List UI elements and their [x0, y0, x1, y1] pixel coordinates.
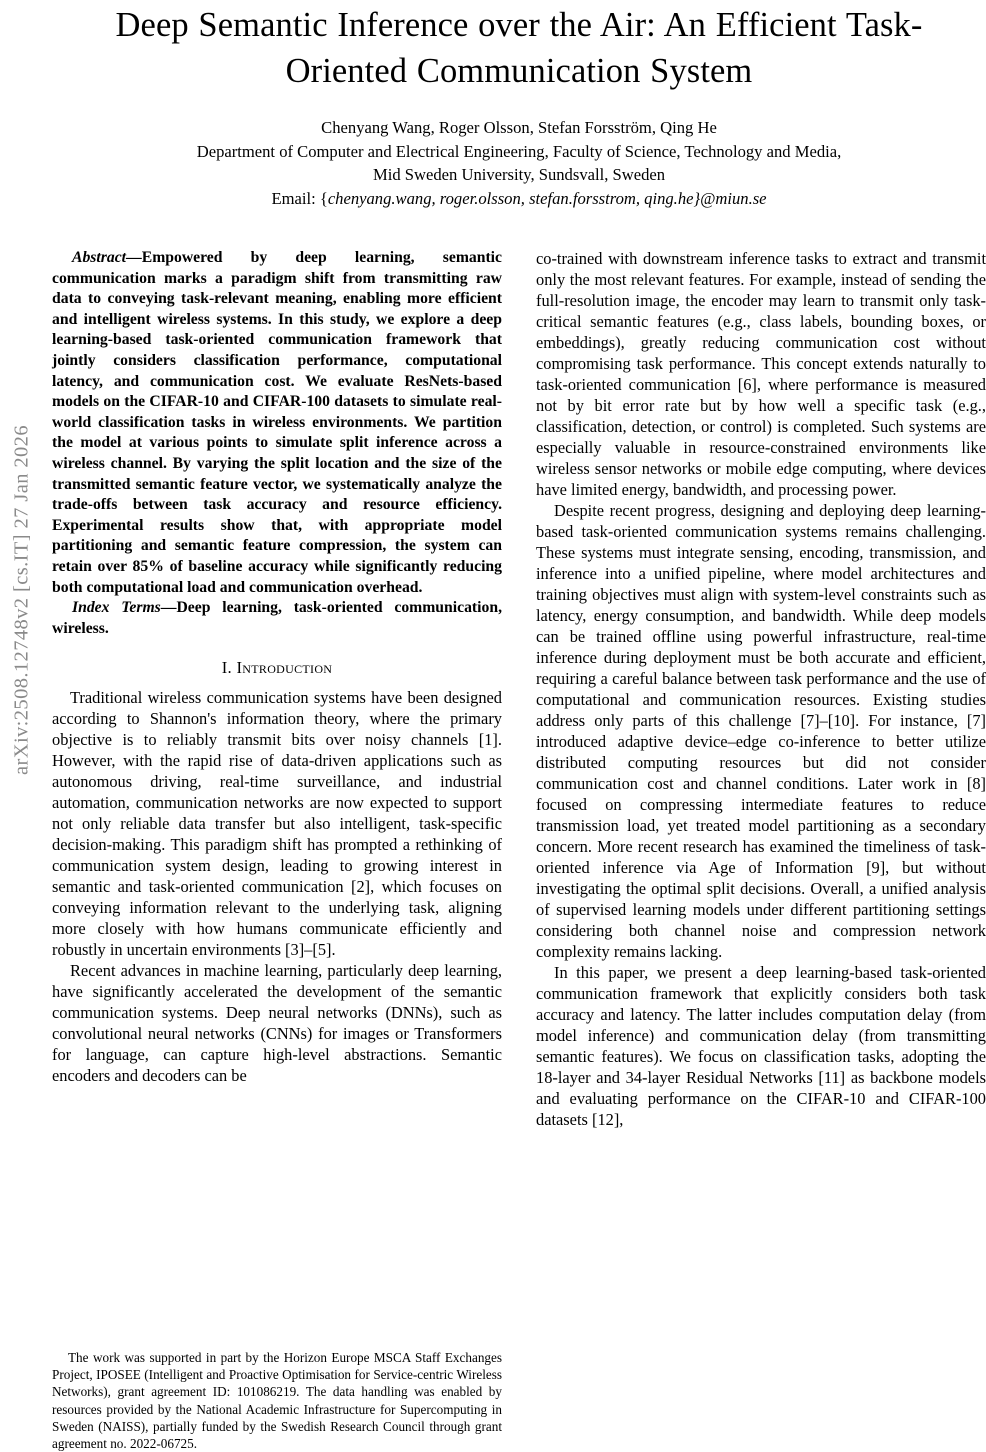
author-email-line — [52, 187, 986, 211]
paragraph: co-trained with downstream inference tasks to extract and transmit only the most relevant features. For example, instead of sending the full-resolution image, the encoder may learn to transmit only task-critical semantic features (e.g., class labels, bounding boxes, or embeddings), greatly reducing communication cost without compromising task performance. This concept extends naturally to task-oriented communication [6], where performance is measured not by bit error rate but by how well a specific task (e.g., classification, detection, or control) is completed. Such systems are especially valuable in resource-constrained environments like wireless sensor networks or mobile edge computing, where devices have limited energy, bandwidth, and processing power. — [536, 249, 986, 499]
abstract-paragraph — [52, 248, 502, 598]
arxiv-identifier-stamp — [0, 0, 44, 1200]
paragraph: Recent advances in machine learning, particularly deep learning, have significantly accelerated the development of the semantic communication systems. Deep neural networks (DNNs), such as convolutional neural networks (CNNs) for images or Transformers for language, can capture high-level abstractions. Semantic encoders and decoders can be — [52, 961, 502, 1086]
author-block — [52, 116, 986, 210]
two-column-body — [52, 248, 986, 1452]
left-column — [52, 248, 502, 1452]
abstract-label: Abstract — [72, 249, 127, 266]
abstract-dash: — — [126, 249, 142, 266]
affiliation-line-2: Mid Sweden University, Sundsvall, Sweden — [372, 165, 666, 184]
section-heading-introduction — [52, 658, 502, 678]
index-terms-body: Deep learning, task-oriented communication, wireless. — [52, 599, 502, 637]
paragraph: In this paper, we present a deep learning-based task-oriented communication framework that explicitly considers both task accuracy and latency. The latter includes computation delay (from model inference) and communication delay (from transmitting semantic features). We focus on classification tasks, adopting the 18-layer and 34-layer Residual Networks [11] as backbone models and evaluating performance on the CIFAR-10 and CIFAR-100 datasets [12], — [536, 963, 986, 1129]
email-addresses: chenyang.wang, roger.olsson, stefan.forsstrom, qing.he — [327, 188, 694, 208]
title-block — [52, 0, 986, 210]
index-terms-label: Index Terms — [72, 599, 161, 617]
affiliation-line-1: Department of Computer and Electrical Engineering, Faculty of Science, Technology and Media, — [196, 141, 842, 161]
abstract-body: Empowered by deep learning, semantic communication marks a paradigm shift from transmitting raw data to conveying task-relevant meaning, enabling more efficient and intelligent wireless systems. In this study, we explore a deep learning-based task-oriented communication framework that jointly considers classification performance, computational latency, and communication cost. We evaluate ResNets-based models on the CIFAR-10 and CIFAR-100 datasets to simulate real-world classification tasks in wireless environments. We partition the model at various points to simulate split inference across a wireless channel. By varying the split location and the size of the transmitted semantic feature vector, we systematically analyze the trade-offs between task accuracy and resource efficiency. Experimental results show that, with appropriate model partitioning and semantic feature compression, the system can retain over 85% of baseline accuracy while significantly reducing both computational load and communication overhead. — [52, 249, 502, 596]
email-suffix: }@miun.se — [693, 188, 767, 208]
arxiv-identifier-text: arXiv:2508.12748v2 [cs.IT] 27 Jan 2026 — [10, 425, 33, 775]
section-numeral: I. — [221, 658, 233, 678]
index-terms-paragraph — [52, 598, 502, 639]
paragraph: Despite recent progress, designing and deploying deep learning-based task-oriented communication systems remains challenging. These systems must integrate sensing, encoding, transmission, and inference into a unified pipeline, where model architectures and training objectives must align with system-level constraints such as latency, energy consumption, and bandwidth. While deep models can be trained offline using powerful infrastructure, real-time inference during deployment must be both accurate and efficient, requiring a careful balance between task performance and the use of computational and communication resources. Existing studies address only parts of this challenge [7]–[10]. For instance, [7] introduced adaptive device–edge co-inference to better utilize distributed computing resources but did not consider communication cost and channel conditions. Later work in [8] focused on compressing intermediate features to reduce transmission load, yet treated model partitioning as a secondary concern. More recent research has examined the timeliness of task-oriented inference via Age of Information [9], but without investigating the optimal split decisions. Overall, a unified analysis of supervised learning models under different partitioning settings considering both channel noise and compression network complexity remains lacking. — [536, 501, 986, 961]
right-column — [536, 248, 986, 1200]
paper-page — [52, 0, 986, 1452]
author-names: Chenyang Wang, Roger Olsson, Stefan Forsström, Qing He — [321, 118, 717, 137]
email-prefix: Email: { — [271, 188, 328, 208]
footnote-rule — [52, 1344, 202, 1345]
section-title: Introduction — [236, 658, 333, 678]
footnote-text: The work was supported in part by the Horizon Europe MSCA Staff Exchanges Project, IPOSEE (Intelligent and Proactive Optimisation for Service-centric Wireless Networks), grant agreement ID: 101086219. The data handling was enabled by resources provided by the National Academic Infrastructure for Supercomputing in Sweden (NAISS), partially funded by the Swedish Research Council through grant agreement no. 2022-06725. — [52, 1350, 502, 1452]
footnote-block — [52, 1344, 502, 1452]
index-terms-dash: — — [160, 599, 177, 617]
paragraph: Traditional wireless communication systems have been designed according to Shannon's information theory, where the primary objective is to reliably transmit bits over noisy channels [1]. However, with the rapid rise of data-driven applications such as autonomous driving, real-time surveillance, and industrial automation, communication networks are now expected to support not only reliable data transfer but also intelligent, task-specific decision-making. This paradigm shift has prompted a rethinking of communication system design, leading to growing interest in semantic and task-oriented communication [2], which focuses on conveying information relevant to the underlying task, aligning more closely with how humans communicate efficiently and robustly in uncertain environments [3]–[5]. — [52, 688, 502, 960]
page-title: Deep Semantic Inference over the Air: An Efficient Task-Oriented Communication System — [115, 6, 923, 90]
